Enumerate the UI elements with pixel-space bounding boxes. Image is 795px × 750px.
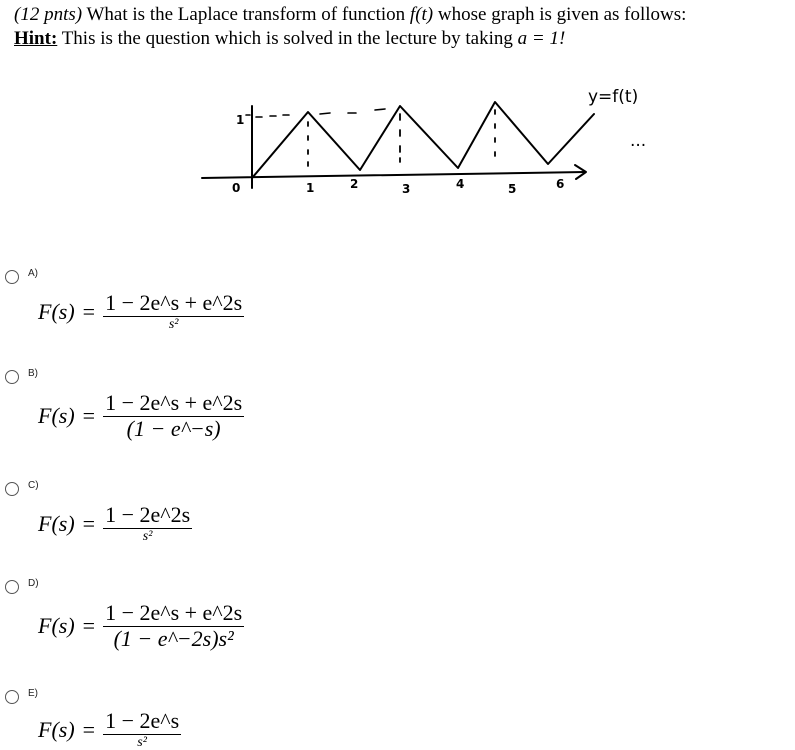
x-tick-label: 0	[232, 181, 241, 195]
option-d-formula	[38, 602, 244, 650]
hint-line	[14, 28, 565, 50]
option-d-letter: D)	[28, 578, 39, 589]
formula-lhs: F(s)	[38, 403, 75, 428]
x-tick-label: 2	[350, 177, 359, 191]
option-e-letter: E)	[28, 688, 38, 699]
hint-math: a = 1!	[517, 28, 566, 49]
x-axis	[202, 172, 585, 178]
formula-equals: =	[82, 613, 96, 638]
y-tick-label: 1	[236, 113, 245, 127]
x-tick-label: 1	[306, 181, 315, 195]
formula-equals: =	[82, 299, 96, 324]
formula-equals: =	[82, 403, 96, 428]
formula-denominator: (1 − e^−2s)s²	[113, 626, 234, 651]
x-tick-label: 3	[402, 182, 411, 196]
ellipsis: ...	[630, 131, 647, 151]
level-dashes	[256, 109, 385, 117]
option-b-radio[interactable]	[5, 370, 19, 384]
option-a-radio[interactable]	[5, 270, 19, 284]
x-tick-label: 4	[456, 177, 465, 191]
function-graph	[190, 80, 710, 220]
option-c-radio[interactable]	[5, 482, 19, 496]
question-points: (12 pnts)	[14, 4, 83, 25]
formula-numerator: 1 − 2e^s	[105, 708, 180, 733]
option-b-formula	[38, 392, 244, 440]
formula-lhs: F(s)	[38, 613, 75, 638]
question-text-before: What is the Laplace transform of function	[86, 4, 406, 25]
triangle-wave	[252, 102, 594, 178]
question-text-after: whose graph is given as follows:	[437, 4, 687, 25]
option-a-letter: A)	[28, 268, 38, 279]
option-d-radio[interactable]	[5, 580, 19, 594]
option-e-formula	[38, 710, 181, 750]
formula-denominator: s²	[168, 317, 179, 332]
option-b-letter: B)	[28, 368, 38, 379]
formula-denominator: s²	[137, 735, 147, 750]
vertical-dashes	[308, 110, 495, 166]
formula-equals: =	[82, 717, 96, 742]
formula-lhs: F(s)	[38, 511, 75, 536]
question-line	[14, 4, 686, 26]
formula-lhs: F(s)	[38, 299, 75, 324]
hint-text: This is the question which is solved in the lecture by taking	[61, 28, 513, 49]
option-c-formula	[38, 504, 192, 544]
formula-numerator: 1 − 2e^s + e^2s	[105, 600, 243, 625]
curve-label: y=f(t)	[588, 87, 639, 107]
formula-denominator: (1 − e^−s)	[126, 416, 221, 441]
hint-label: Hint:	[14, 28, 58, 49]
question-function: f(t)	[409, 4, 434, 25]
formula-equals: =	[82, 511, 96, 536]
x-tick-label: 5	[508, 182, 517, 196]
option-c-letter: C)	[28, 480, 39, 491]
formula-lhs: F(s)	[38, 717, 75, 742]
x-tick-label: 6	[556, 177, 565, 191]
formula-numerator: 1 − 2e^2s	[105, 502, 191, 527]
formula-denominator: s²	[142, 529, 153, 544]
formula-numerator: 1 − 2e^s + e^2s	[105, 290, 243, 315]
option-e-radio[interactable]	[5, 690, 19, 704]
formula-numerator: 1 − 2e^s + e^2s	[105, 390, 243, 415]
option-a-formula	[38, 292, 244, 332]
